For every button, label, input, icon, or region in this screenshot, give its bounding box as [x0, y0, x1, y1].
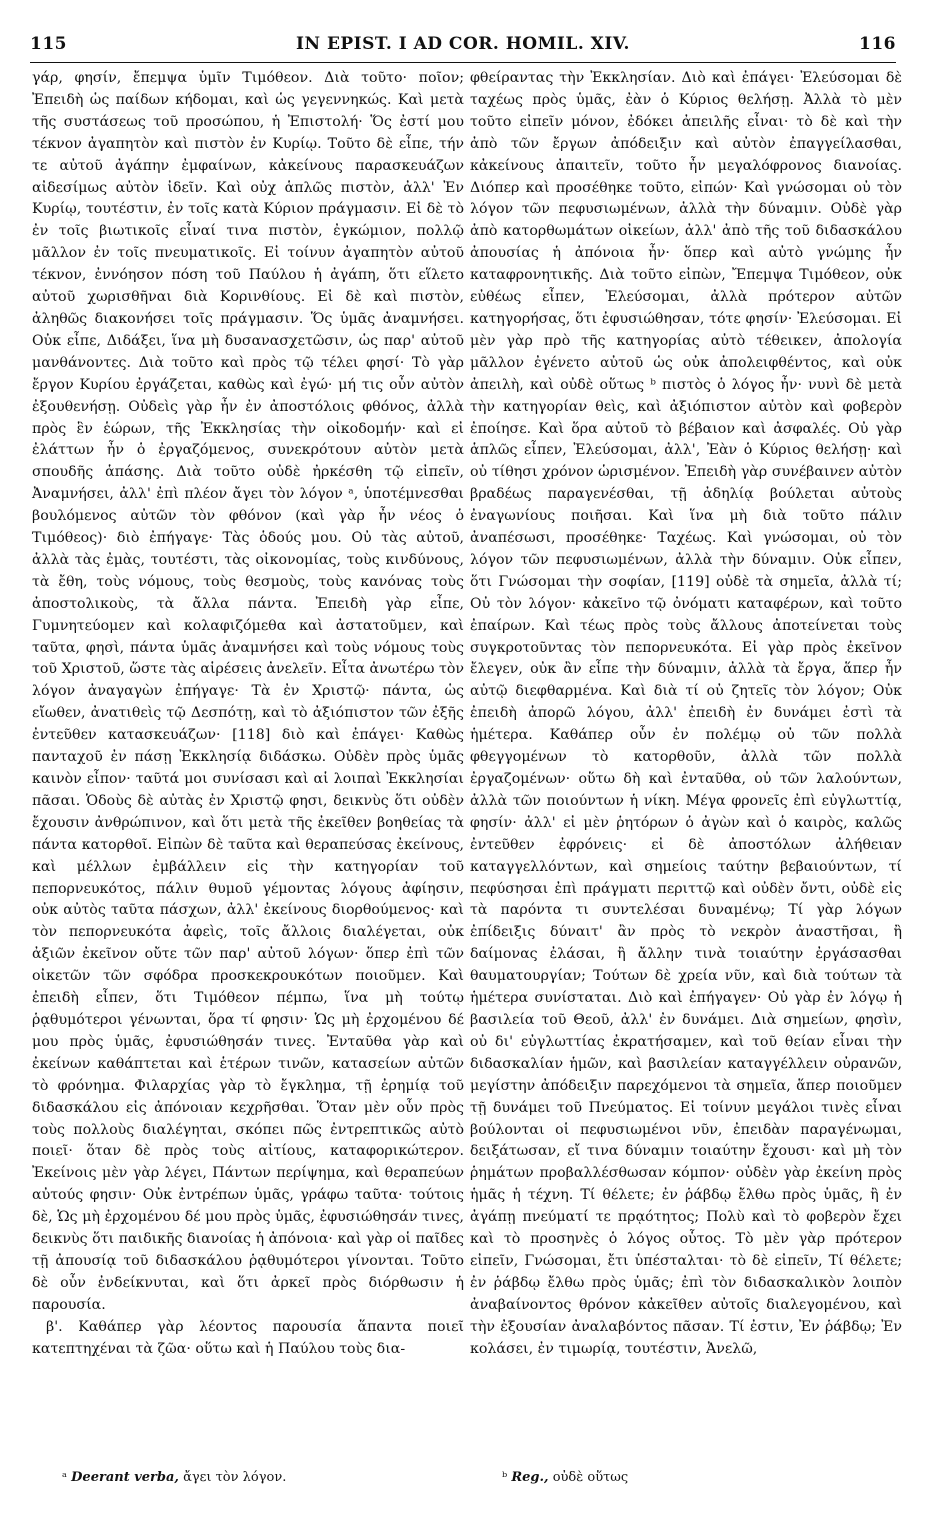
- footnote-a-text: ἄγει τὸν λόγον.: [183, 1470, 287, 1485]
- left-column: [32, 68, 464, 1360]
- running-header: [30, 34, 896, 60]
- footnotes: [32, 1470, 896, 1494]
- right-paragraph-1: φθείραντας τὴν Ἐκκλησίαν. Διὸ καὶ ἐπάγει· Ἐλεύσομαι δὲ ταχέως πρὸς ὑμᾶς, ἐὰν ὁ Κύριος θελήσῃ. Ἀλλὰ τὸ μὲν τοῦτο εἰπεῖν μόνον, ἐδόκει ἀπειλῆς εἶναι· τὸ δὲ καὶ τὴν ἀπὸ τῶν ἔργων ἀπόδειξιν καὶ αὐτὸν ἐπαγγείλασθαι, κἀκείνους ἀπαιτεῖν, τοῦτο ἦν μεγαλόφρονος διανοίας. Διόπερ καὶ προσέθηκε τοῦτο, εἰπών· Καὶ γνώσομαι οὐ τὸν λόγον τῶν πεφυσιωμένων, ἀλλὰ τὴν δύναμιν. Οὐδὲ γὰρ ἀπὸ κατορθωμάτων οἰκείων, ἀλλ' ἀπὸ τῆς τοῦ διδασκάλου ἀπουσίας ἡ ἀπόνοια ἦν· ὅπερ καὶ αὐτὸ γνώμης ἦν καταφρονητικῆς. Διὰ τοῦτο εἰπὼν, Ἔπεμψα Τιμόθεον, οὐκ εὐθέως εἶπεν, Ἐλεύσομαι, ἀλλὰ πρότερον αὐτῶν κατηγορήσας, ὅτι ἐφυσιώθησαν, τότε φησίν· Ἐλεύσομαι. Εἰ μὲν γὰρ πρὸ τῆς κατηγορίας αὐτὸ τέθεικεν, ἀπολογία μᾶλλον ἐγένετο αὐτοῦ ὡς οὐκ ἀπολειφθέντος, καὶ οὐκ ἀπειλὴ, καὶ οὐδὲ οὕτως ᵇ πιστὸς ὁ λόγος ἦν· νυνὶ δὲ μετὰ τὴν κατηγορίαν θεὶς, καὶ ἀξιόπιστον αὐτὸν καὶ φοβερὸν ἐποίησε. Καὶ ὅρα αὐτοῦ τὸ βέβαιον καὶ ἀσφαλές. Οὐ γὰρ ἁπλῶς εἶπεν, Ἐλεύσομαι, ἀλλ', Ἐὰν ὁ Κύριος θελήσῃ· καὶ οὐ τίθησι χρόνον ὡρισμένον. Ἐπειδὴ γὰρ συνέβαινεν αὐτὸν βραδέως παραγενέσθαι, τῇ ἀδηλίᾳ βούλεται αὐτοὺς ἐναγωνίους ποιῆσαι. Καὶ ἵνα μὴ διὰ τοῦτο πάλιν ἀναπέσωσι, προσέθηκε· Ταχέως. Καὶ γνώσομαι, οὐ τὸν λόγον τῶν πεφυσιωμένων, ἀλλὰ τὴν δύναμιν. Οὐκ εἶπεν, ὅτι Γνώσομαι τὴν σοφίαν, [119] οὐδὲ τὰ σημεῖα, ἀλλὰ τί; Οὐ τὸν λόγον· κἀκεῖνο τῷ ὀνόματι καταφέρων, καὶ τοῦτο ἐπαίρων. Καὶ τέως πρὸς τοὺς ἄλλους ἀποτείνεται τοὺς συγκροτοῦντας τὸν πεπορνευκότα. Εἰ γὰρ πρὸς ἐκεῖνον ἔλεγεν, οὐκ ἂν εἶπε τὴν δύναμιν, ἀλλὰ τὰ ἔργα, ἅπερ ἦν αὐτῷ διεφθαρμένα. Καὶ διὰ τί οὐ ζητεῖς τὸν λόγον; Οὐκ ἐπειδὴ ἀπορῶ λόγου, ἀλλ' ἐπειδὴ ἐν δυνάμει ἐστὶ τὰ ἡμέτερα. Καθάπερ οὖν ἐν πολέμῳ οὐ τῶν πολλὰ φθεγγομένων τὸ κατορθοῦν, ἀλλὰ τῶν πολλὰ ἐργαζομένων· οὕτω δὴ καὶ ἐνταῦθα, οὐ τῶν λαλούντων, ἀλλὰ τῶν ποιούντων ἡ νίκη. Μέγα φρονεῖς ἐπὶ εὐγλωττίᾳ, φησίν· ἀλλ' εἰ μὲν ῥητόρων ὁ ἀγὼν καὶ ὁ καιρὸς, καλῶς ἐντεῦθεν ἐφρόνεις· εἰ δὲ ἀποστόλων ἀλήθειαν καταγγελλόντων, καὶ σημείοις ταύτην βεβαιούντων, τί πεφύσησαι ἐπὶ πράγματι περιττῷ καὶ οὐδὲν ὄντι, οὐδὲ εἰς τὰ παρόντα τι συντελέσαι δυναμένῳ; Τί γὰρ λόγων ἐπίδειξις δύναιτ' ἂν πρὸς τὸ νεκρὸν ἀναστῆσαι, ἢ δαίμονας ἐλάσαι, ἢ ἄλλην τινὰ τοιαύτην ἐργάσασθαι θαυματουργίαν; Τούτων δὲ χρεία νῦν, καὶ διὰ τούτων τὰ ἡμέτερα συνίσταται. Διὸ καὶ ἐπήγαγεν· Οὐ γὰρ ἐν λόγῳ ἡ βασιλεία τοῦ Θεοῦ, ἀλλ' ἐν δυνάμει. Διὰ σημείων, φησὶν, οὐ δι' εὐγλωττίας ἐκρατήσαμεν, καὶ τοῦ θείαν εἶναι τὴν διδασκαλίαν ἡμῶν, καὶ βασιλείαν καταγγέλλειν οὐρανῶν, μεγίστην ἀπόδειξιν παρεχόμενοι τὰ σημεῖα, ἅπερ ποιοῦμεν τῇ δυνάμει τοῦ Πνεύματος. Εἰ τοίνυν μεγάλοι τινὲς εἶναι βούλονται οἱ πεφυσιωμένοι νῦν, ἐπειδὰν παραγένωμαι, δειξάτωσαν, εἴ τινα δύναμιν τοιαύτην ἔχουσι· καὶ μὴ τὸν ῥημάτων προβαλλέσθωσαν κόμπον· οὐδὲν γὰρ ἐκείνη πρὸς ἡμᾶς ἡ τέχνη. Τί θέλετε; ἐν ῥάβδῳ ἔλθω πρὸς ὑμᾶς, ἢ ἐν ἀγάπῃ πνεύματί τε πρᾳότητος; Πολὺ καὶ τὸ φοβερὸν ἔχει καὶ τὸ προσηνὲς ὁ λόγος οὗτος. Τὸ μὲν γὰρ πρότερον εἰπεῖν, Γνώσομαι, ἔτι ὑπέσταλται· τὸ δὲ εἰπεῖν, Τί θέλετε; ἐν ῥάβδῳ ἔλθω πρὸς ὑμᾶς; ἐπὶ τὸν διδασκαλικὸν λοιπὸν ἀναβαίνοντος θρόνον κἀκεῖθεν αὐτοῖς διαλεγομένου, καὶ τὴν ἐξουσίαν ἀναλαβόντος πᾶσαν. Τί ἐστιν, Ἐν ῥάβδῳ; Ἐν κολάσει, ἐν τιμωρίᾳ, τουτέστιν, Ἀνελῶ,: [470, 70, 902, 1357]
- footnote-a-mark: ᵃ: [62, 1470, 68, 1485]
- footnote-a: [62, 1470, 286, 1485]
- footnote-b: [502, 1470, 628, 1485]
- running-title: IN EPIST. I AD COR. HOMIL. XIV.: [296, 34, 630, 54]
- left-paragraph-2: β'. Καθάπερ γὰρ λέοντος παρουσία ἅπαντα ποιεῖ κατεπτηχέναι τὰ ζῶα· οὕτω καὶ ἡ Παύλου τοὺς δια-: [32, 1318, 464, 1357]
- footnote-b-label: Reg.,: [511, 1470, 549, 1485]
- page-number-right: 116: [859, 34, 896, 54]
- right-column: [470, 68, 902, 1360]
- page-number-left: 115: [30, 34, 67, 54]
- header-rule: [30, 62, 896, 63]
- footnote-a-label: Deerant verba,: [71, 1470, 179, 1485]
- footnote-b-text: οὐδὲ οὕτως: [552, 1470, 629, 1485]
- footnote-b-mark: ᵇ: [502, 1470, 508, 1485]
- left-paragraph-1: γάρ, φησίν, ἔπεμψα ὑμῖν Τιμόθεον. Διὰ τοῦτο· ποῖον; Ἐπειδὴ ὡς παίδων κήδομαι, καὶ ὡς γεγεννηκώς. Καὶ μετὰ τῆς συστάσεως τοῦ προσώπου, ἡ Ἐπιστολή· Ὅς ἐστί μου τέκνον ἀγαπητὸν καὶ πιστὸν ἐν Κυρίῳ. Τοῦτο δὲ εἶπε, τήν τε αὐτοῦ ἀγάπην ἐμφαίνων, κἀκείνους παρασκευάζων αἰδεσίμως αὐτὸν ἰδεῖν. Καὶ οὐχ ἁπλῶς πιστὸν, ἀλλ' Ἐν Κυρίῳ, τουτέστιν, ἐν τοῖς κατὰ Κύριον πράγμασιν. Εἰ δὲ τὸ ἐν τοῖς βιωτικοῖς εἶναί τινα πιστὸν, ἐγκώμιον, πολλῷ μᾶλλον ἐν τοῖς πνευματικοῖς. Εἰ τοίνυν ἀγαπητὸν αὐτοῦ τέκνον, ἐννόησον πόση τοῦ Παύλου ἡ ἀγάπη, ὅτι εἵλετο αὐτοῦ χωρισθῆναι διὰ Κορινθίους. Εἰ δὲ καὶ πιστὸν, ἀληθῶς διακονήσει τοῖς πράγμασιν. Ὅς ὑμᾶς ἀναμνήσει. Οὐκ εἶπε, Διδάξει, ἵνα μὴ δυσανασχετῶσιν, ὡς παρ' αὐτοῦ μανθάνοντες. Διὰ τοῦτο καὶ πρὸς τῷ τέλει φησί· Τὸ γὰρ ἔργον Κυρίου ἐργάζεται, καθὼς καὶ ἐγώ· μή τις οὖν αὐτὸν ἐξουθενήσῃ. Οὐδεὶς γὰρ ἦν ἐν ἀποστόλοις φθόνος, ἀλλὰ πρὸς ἓν ἑώρων, τῆς Ἐκκλησίας τὴν οἰκοδομήν· καὶ εἰ ἐλάττων ἦν ὁ ἐργαζόμενος, συνεκρότουν αὐτὸν μετὰ σπουδῆς ἁπάσης. Διὰ τοῦτο οὐδὲ ἠρκέσθη τῷ εἰπεῖν, Ἀναμνήσει, ἀλλ' ἐπὶ πλέον ἄγει τὸν λόγον ᵃ, ὑποτέμνεσθαι βουλόμενος αὐτῶν τὸν φθόνον (καὶ γὰρ ἦν νέος ὁ Τιμόθεος)· διὸ ἐπήγαγε· Τὰς ὁδούς μου. Οὐ τὰς αὐτοῦ, ἀλλὰ τὰς ἐμὰς, τουτέστι, τὰς οἰκονομίας, τοὺς κινδύνους, τὰ ἔθη, τοὺς νόμους, τοὺς θεσμοὺς, τοὺς κανόνας τοὺς ἀποστολικοὺς, τὰ ἄλλα πάντα. Ἐπειδὴ γὰρ εἶπε, Γυμνητεύομεν καὶ κολαφιζόμεθα καὶ ἀστατοῦμεν, καὶ ταῦτα, φησὶ, πάντα ὑμᾶς ἀναμνήσει καὶ τοὺς νόμους τοὺς τοῦ Χριστοῦ, ὥστε τὰς αἱρέσεις ἀνελεῖν. Εἶτα ἀνωτέρω τὸν λόγον ἀναγαγὼν ἐπήγαγε· Τὰ ἐν Χριστῷ· πάντα, ὡς εἴωθεν, ἀνατιθεὶς τῷ Δεσπότῃ, καὶ τὸ ἀξιόπιστον τῶν ἐξῆς ἐντεῦθεν κατασκευάζων· [118] διὸ καὶ ἐπάγει· Καθὼς πανταχοῦ ἐν πάσῃ Ἐκκλησίᾳ διδάσκω. Οὐδὲν πρὸς ὑμᾶς καινὸν εἶπον· ταῦτά μοι συνίσασι καὶ αἱ λοιπαὶ Ἐκκλησίαι πᾶσαι. Ὁδοὺς δὲ αὐτὰς ἐν Χριστῷ φησι, δεικνὺς ὅτι οὐδὲν ἔχουσιν ἀνθρώπινον, καὶ ὅτι μετὰ τῆς ἐκεῖθεν βοηθείας τὰ πάντα κατορθοῖ. Εἰπὼν δὲ ταῦτα καὶ θεραπεύσας ἐκείνους, καὶ μέλλων ἐμβάλλειν εἰς τὴν κατηγορίαν τοῦ πεπορνευκότος, πάλιν θυμοῦ γέμοντας λόγους ἀφίησιν, οὐκ αὐτὸς ταῦτα πάσχων, ἀλλ' ἐκείνους διορθούμενος· καὶ τὸν πεπορνευκότα ἀφεὶς, τοῖς ἄλλοις διαλέγεται, οὐκ ἀξιῶν ἐκεῖνον οὔτε τῶν παρ' αὐτοῦ λόγων· ὅπερ ἐπὶ τῶν οἰκετῶν τῶν σφόδρα προσκεκρουκότων ποιοῦμεν. Καὶ ἐπειδὴ εἶπεν, ὅτι Τιμόθεον πέμπω, ἵνα μὴ τούτῳ ῥᾳθυμότεροι γένωνται, ὅρα τί φησιν· Ὡς μὴ ἐρχομένου δέ μου πρὸς ὑμᾶς, ἐφυσιώθησάν τινες. Ἐνταῦθα γὰρ καὶ ἐκείνων καθάπτεται καὶ ἑτέρων τινῶν, κατασείων αὐτῶν τὸ φρόνημα. Φιλαρχίας γὰρ τὸ ἔγκλημα, τῇ ἐρημίᾳ τοῦ διδασκάλου εἰς ἀπόνοιαν κεχρῆσθαι. Ὅταν μὲν οὖν πρὸς τοὺς πολλοὺς διαλέγηται, σκόπει πῶς ἐντρεπτικῶς αὐτὸ ποιεῖ· ὅταν δὲ πρὸς τοὺς αἰτίους, καταφορικώτερον. Ἐκείνοις μὲν γὰρ λέγει, Πάντων περίψημα, καὶ θεραπεύων αὐτούς φησιν· Οὐκ ἐντρέπων ὑμᾶς, γράφω ταῦτα· τούτοις δὲ, Ὡς μὴ ἐρχομένου δέ μου πρὸς ὑμᾶς, ἐφυσιώθησάν τινες, δεικνὺς ὅτι παιδικῆς διανοίας ἡ ἀπόνοια· καὶ γὰρ οἱ παῖδες τῇ ἀπουσίᾳ τοῦ διδασκάλου ῥᾳθυμότεροι γίνονται. Τοῦτο δὲ οὖν ἐνδείκνυται, καὶ ὅτι ἀρκεῖ πρὸς διόρθωσιν ἡ παρουσία.: [32, 70, 464, 1313]
